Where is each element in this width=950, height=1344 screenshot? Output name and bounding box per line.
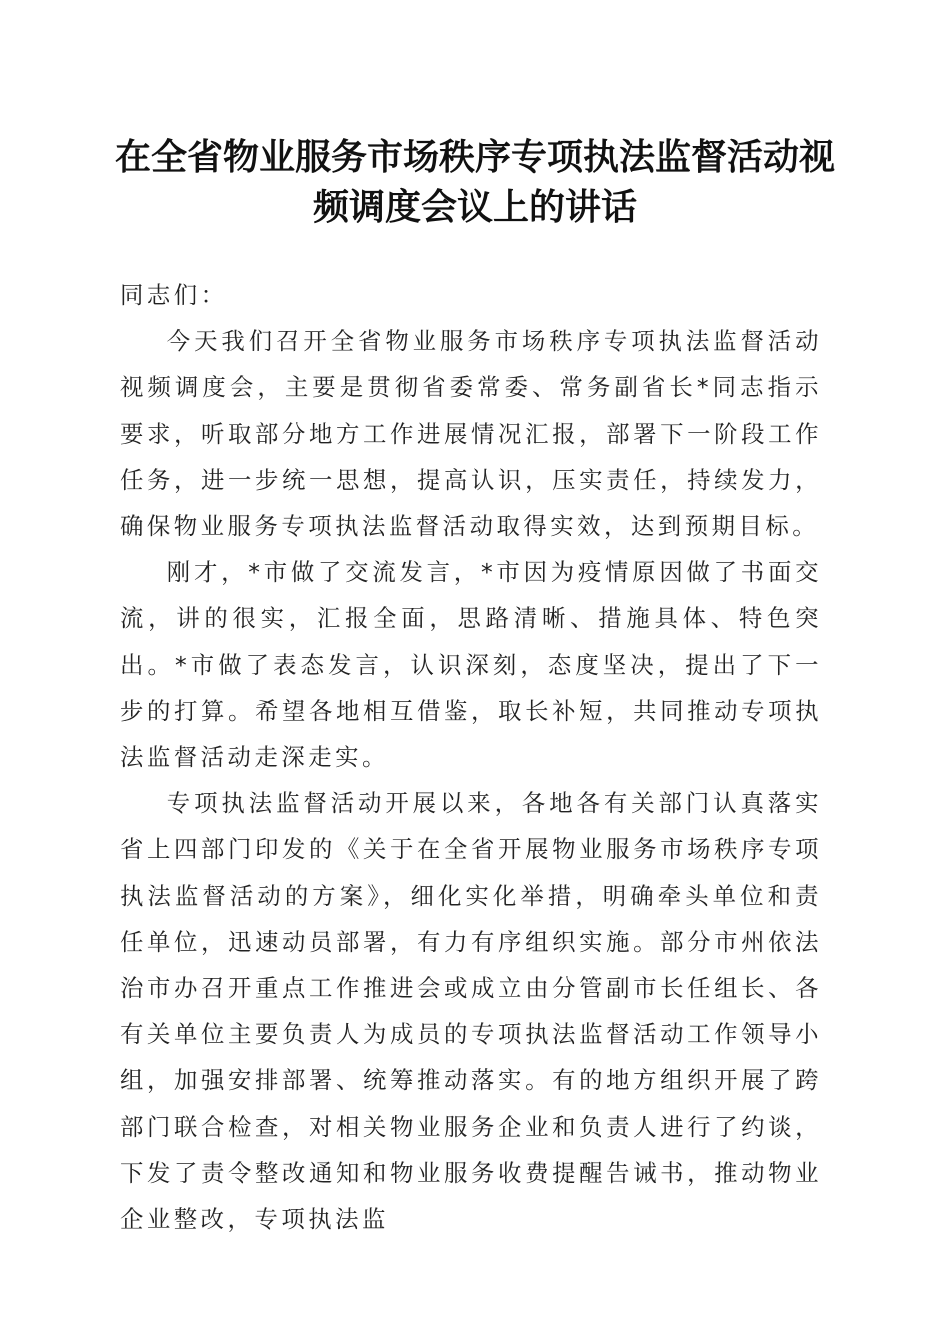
paragraph-opening: 今天我们召开全省物业服务市场秩序专项执法监督活动视频调度会，主要是贯彻省委常委、常务副省长*同志指示要求，听取部分地方工作进展情况汇报，部署下一阶段工作任务，进一步统一思想，提高认识，压实责任，持续发力，确保物业服务专项执法监督活动取得实效，达到预期目标。 [120, 327, 822, 541]
document-body [120, 272, 822, 1242]
paragraph-progress: 专项执法监督活动开展以来，各地各有关部门认真落实省上四部门印发的《关于在全省开展物业服务市场秩序专项执法监督活动的方案》，细化实化举措，明确牵头单位和责任单位，迅速动员部署，有力有序组织实施。部分市州依法治市办召开重点工作推进会或成立由分管副市长任组长、各有关单位主要负责人为成员的专项执法监督活动工作领导小组，加强安排部署、统筹推动落实。有的地方组织开展了跨部门联合检查，对相关物业服务企业和负责人进行了约谈，下发了责令整改通知和物业服务收费提醒告诫书，推动物业企业整改，专项执法监 [120, 789, 822, 1234]
paragraph-exchange: 刚才，*市做了交流发言，*市因为疫情原因做了书面交流，讲的很实，汇报全面，思路清晰、措施具体、特色突出。*市做了表态发言，认识深刻，态度坚决，提出了下一步的打算。希望各地相互借鉴，取长补短，共同推动专项执法监督活动走深走实。 [120, 558, 822, 772]
salutation: 同志们： [120, 281, 228, 309]
page-title: 在全省物业服务市场秩序专项执法监督活动视频调度会议上的讲话 [114, 136, 835, 228]
